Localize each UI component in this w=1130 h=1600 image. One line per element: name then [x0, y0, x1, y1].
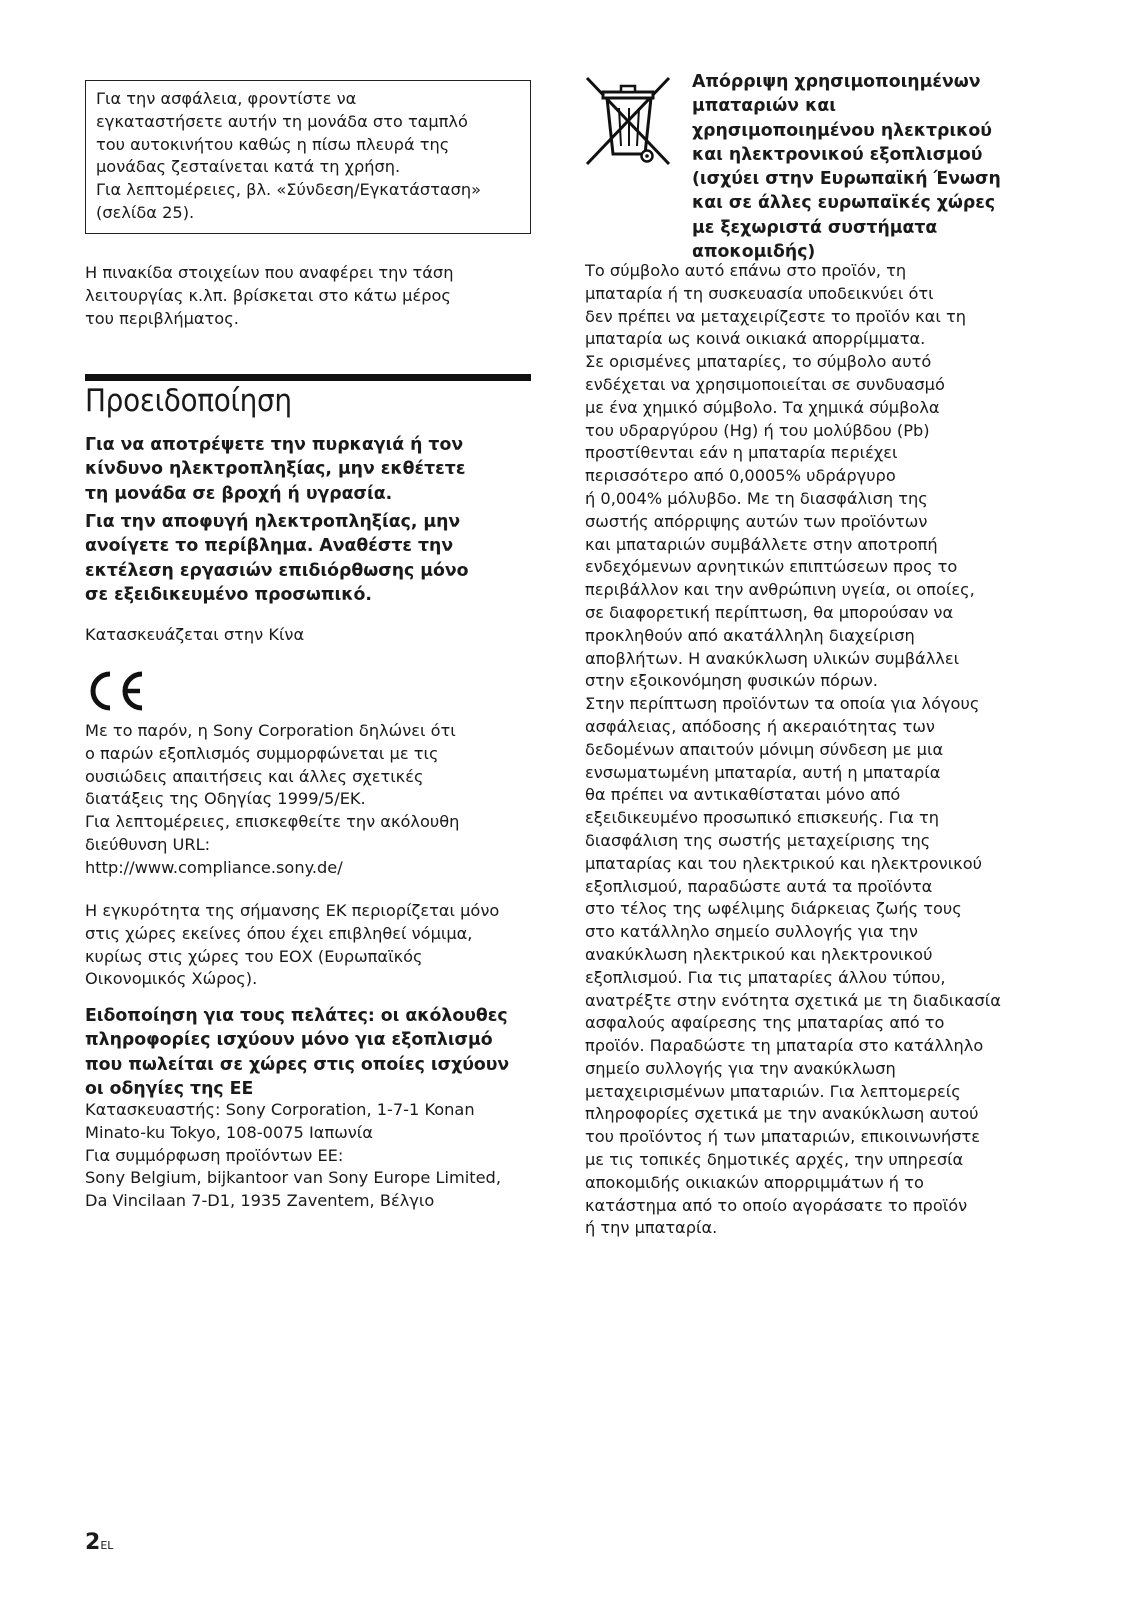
disposal-body: Το σύμβολο αυτό επάνω στο προϊόν, τη μπαταρία ή τη συσκευασία υποδεικνύει ότι δεν πρέπει να μεταχειρίζεστε το προϊόν και τη μπαταρία ως κοινά οικιακά απορρίμματα. Σε ορισμένες μπαταρίες, το σύμβολο αυτό ενδέχεται να χρησιμοποιείται σε συνδυασμό με ένα χημικό σύμβολο. Τα χημικά σύμβολα του υδραργύρου (Hg) ή του μολύβδου (Pb) προστίθενται εάν η μπαταρία περιέχει περισσότερο από 0,0005% υδράργυρο ή 0,004% μόλυβδο. Με τη διασφάλιση της σωστής απόρριψης αυτών των προϊόντων και μπαταριών συμβάλλετε στην αποτροπή ενδεχόμενων αρνητικών επιπτώσεων προς το περιβάλλον και την ανθρώπινη υγεία, οι οποίες, σε διαφορετική περίπτωση, θα μπορούσαν να προκληθούν από ακατάλληλη διαχείριση αποβλήτων. Η ανακύκλωση υλικών συμβάλλει στην εξοικονόμηση φυσικών πόρων. Στην περίπτωση προϊόντων τα οποία για λόγους ασφάλειας, απόδοσης ή ακεραιότητας των δεδομένων απαιτούν μόνιμη σύνδεση με μια ενσωματωμένη μπαταρία, αυτή η μπαταρία θα πρέπει να αντικαθίσταται μόνο από εξειδικευμένο προσωπικό επισκευής. Για τη διασφάλιση της σωστής μεταχείρισης της μπαταρίας και του ηλεκτρικού και ηλεκτρονικού εξοπλισμού, παραδώστε αυτά τα προϊόντα στο τέλος της ωφέλιμης διάρκειας ζωής τους στο κατάλληλο σημείο συλλογής για την ανακύκλωση ηλεκτρικού και ηλεκτρονικού εξοπλισμού. Για τις μπαταρίες άλλου τύπου, ανατρέξτε στην ενότητα σχετικά με τη διαδικασία ασφαλούς αφαίρεσης της μπαταρίας από το προϊόν. Παραδώστε τη μπαταρία στο κατάλληλο σημείο συλλογής για την ανακύκλωση μεταχειρισμένων μπαταριών. Για λεπτομερείς πληροφορίες σχετικά με την ανακύκλωση αυτού του προϊόντος ή των μπαταριών, επικοινωνήστε με τις τοπικές δημοτικές αρχές, την υπηρεσία αποκομιδής οικιακών απορριμμάτων ή το κατάστημα από το οποίο αγοράσατε το προϊόν ή την μπαταρία. [585, 261, 1001, 1238]
customer-notice-body: Κατασκευαστής: Sony Corporation, 1-7-1 Konan Minato-ku Tokyo, 108-0075 Ιαπωνία Για συμμόρφωση προϊόντων ΕΕ: Sony Belgium, bijkantoor van Sony Europe Limited, Da Vincilaan 7-D1, 1935 Zaventem, Βέλγιο [85, 1100, 501, 1211]
fire-warning: Για να αποτρέψετε την πυρκαγιά ή τον κίνδυνο ηλεκτροπληξίας, μην εκθέτετε τη μονάδα σε βροχή ή υγρασία. [85, 435, 466, 504]
page-number-value: 2 [85, 1530, 101, 1555]
shock-warning: Για την αποφυγή ηλεκτροπληξίας, μην ανοίγετε το περίβλημα. Αναθέστε την εκτέλεση εργασιών επιδιόρθωσης μόνο σε εξειδικευμένο προσωπικό. [85, 512, 469, 605]
language-code: EL [100, 1539, 114, 1552]
page-number [85, 1530, 113, 1555]
safety-notice-text: Για την ασφάλεια, φροντίστε να εγκαταστήσετε αυτήν τη μονάδα στο ταμπλό του αυτοκινήτου καθώς η πίσω πλευρά της μονάδας ζεσταίνεται κατά τη χρήση. Για λεπτομέρειες, βλ. «Σύνδεση/Εγκατάσταση» (σελίδα 25). [96, 89, 482, 222]
declaration-text: Με το παρόν, η Sony Corporation δηλώνει ότι ο παρών εξοπλισμός συμμορφώνεται με τις ουσιώδεις απαιτήσεις και άλλες σχετικές διατάξεις της Οδηγίας 1999/5/ΕΚ. Για λεπτομέρειες, επισκεφθείτε την ακόλουθη διεύθυνση URL: http://www.compliance.sony.de/ [85, 721, 460, 877]
ce-mark-icon [82, 666, 152, 716]
made-in-text: Κατασκευάζεται στην Κίνα [85, 625, 305, 644]
customer-notice-title: Ειδοποίηση για τους πελάτες: οι ακόλουθες πληροφορίες ισχύουν μόνο για εξοπλισμό που πωλείται σε χώρες στις οποίες ισχύουν οι οδηγίες της ΕΕ [85, 1006, 510, 1099]
section-rule [85, 374, 531, 381]
crossed-out-wheeled-bin-icon [583, 74, 675, 169]
ce-validity-text: Η εγκυρότητα της σήμανσης ΕΚ περιορίζεται μόνο στις χώρες εκείνες όπου έχει επιβληθεί νόμιμα, κυρίως στις χώρες του ΕΟΧ (Ευρωπαϊκός Οικονομικός Χώρος). [85, 901, 500, 989]
warning-heading: Προειδοποίηση [85, 383, 292, 419]
disposal-title: Απόρριψη χρησιμοποιημένων μπαταριών και χρησιμοποιημένου ηλεκτρικού και ηλεκτρονικού εξοπλισμού (ισχύει στην Ευρωπαϊκή Ένωση και σε άλλες ευρωπαϊκές χώρες με ξεχωριστά συστήματα αποκομιδής) [692, 72, 1001, 263]
safety-notice-box [85, 80, 531, 234]
nameplate-text: Η πινακίδα στοιχείων που αναφέρει την τάση λειτουργίας κ.λπ. βρίσκεται στο κάτω μέρος του περιβλήματος. [85, 263, 454, 328]
